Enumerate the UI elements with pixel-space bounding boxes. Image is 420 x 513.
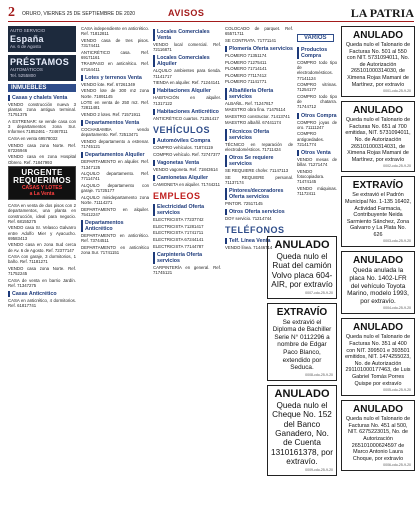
category-heading: Departamentos Anticrético — [81, 220, 149, 232]
column-3 — [153, 26, 221, 510]
ad-tag: AUTO SERVICIO — [10, 28, 46, 33]
classified-item: CASA con garaje, 3 dormitorios, 1 baño. Ref. 71181271 — [8, 254, 76, 265]
notice-ref: 0003-cdo-25-9-20 — [383, 239, 411, 244]
section-vehiculos: VEHÍCULOS — [153, 125, 211, 136]
category-heading: Departamentos Venta — [81, 120, 149, 126]
notice-extravio-diploma — [267, 303, 337, 381]
notice-anulado-ruat — [267, 236, 337, 299]
classified-item: PLOMERO 71275411 — [225, 59, 267, 65]
classified-item: COMPRO todo tipo de electrodomésticos. 77141124 — [297, 60, 337, 81]
header-date: ORURO, VIERNES 25 DE SEPTIEMBRE DE 2020 — [22, 11, 136, 17]
notice-ref: 0002-cdo-25-9-20 — [383, 164, 411, 169]
classified-item: VENDO casa en zona Hospital Obrero. Ref. 71847993 — [8, 154, 76, 165]
classified-item: VENDO vagoneta. Ref. 71843614 — [153, 166, 218, 172]
classified-item: TÉCNICO en reparación de electrodomésticos. 71711424 — [225, 141, 293, 152]
notice-ref: 0008-cdo-25-9-20 — [305, 372, 333, 377]
notice-body: Se extravió el Diploma de Bachiller Serie N° 0112296 a nombre de Edgar Paco Blanco, extendido por Seduca. — [272, 318, 332, 372]
classified-item: ELECTRICISTA 71741711 — [153, 230, 204, 236]
classified-item: ELECTRICISTA 77144787 — [153, 243, 204, 249]
section-telefonos: TELÉFONOS — [225, 225, 285, 236]
notice-title: ANULADO — [353, 404, 403, 416]
category-heading: Productos Compra — [297, 47, 337, 59]
notice-body: Queda nulo el Talonario de Facturas No. 651 al 700 emitidas, NIT. 5731094011, No. de Autorización 265101000314031, de Ximena Rojas Mamani de Martínez, por extravío — [345, 117, 411, 163]
classified-item: MAESTRO obra fina. 71475114 — [225, 107, 286, 113]
classified-item: PLOMERO 71141771 — [225, 79, 267, 85]
category-heading: Casas Anticrético — [8, 291, 76, 297]
classified-item: ELECTRICISTA 67244141 — [153, 237, 204, 242]
classified-item: SE CONTRATA. 71771141 — [225, 37, 277, 43]
category-heading: Otros Oferta servicios — [225, 209, 293, 215]
notice-title: ANULADO — [353, 105, 403, 117]
category-heading: Otros Se requiere servicios — [225, 155, 293, 167]
classified-item: COMPRO vehículos. 71874119 — [153, 145, 213, 151]
column-2 — [81, 26, 149, 510]
classified-item: COLOCADO de parquet. Ref. 65571711 — [225, 26, 293, 37]
classified-item: PLOMERO 77117412 — [225, 72, 267, 78]
notice-anulado-1 — [341, 26, 415, 97]
section-title: AVISOS — [168, 8, 205, 18]
notice-title: EXTRAVÍO — [352, 180, 404, 192]
classified-item: VENDO casa en zona Sud cerca de Av. 6 de Agosto. Ref. 72377147 — [8, 242, 76, 253]
category-heading: Camionetas Alquiler — [153, 175, 221, 181]
classified-item: VENDO local comercial. Ref. 72116871 — [153, 42, 221, 53]
category-heading: Automóviles Compra — [153, 138, 221, 144]
category-heading: Carpintería Oferta servicios — [153, 252, 221, 264]
ad-autoservicio — [8, 26, 76, 52]
classified-item: COMPRO vehículo. Ref. 72747377 — [153, 151, 221, 157]
ad-line: a La Venta — [29, 191, 55, 198]
classified-item: COMPRO todo tipo de chatarra. 71744712 — [297, 94, 337, 110]
classified-item: MAESTRO constructor. 71413741 — [225, 113, 290, 119]
category-heading: Telf. Línea Venta — [225, 238, 293, 244]
notice-title: EXTRAVÍO — [276, 306, 328, 318]
classified-item: VENDO 2 lotes. Ref. 71571911 — [81, 111, 141, 117]
category-heading: Técnicos Oferta servicios — [225, 129, 293, 141]
ad-prestamos — [8, 55, 76, 81]
category-heading: Otros Venta — [297, 150, 337, 156]
classified-item: COMPRO vitrinas. 71254177 — [297, 82, 337, 93]
notice-ref: 0001-cdo-25-9-20 — [383, 89, 411, 94]
category-heading: Albañilería Oferta servicios — [225, 88, 293, 100]
ad-line: AUTOMÁTICOS — [10, 67, 43, 72]
ad-urgente — [8, 166, 76, 200]
classified-item: VENDO casa zona Norte. Ref. 67226946 — [8, 142, 76, 153]
classified-item: COCHABAMBA vendo departamento. Ref. 72513471 — [81, 127, 149, 138]
notice-body: Se extravió el Padrón Municipal No. 1-135 16402, Actividad Farmacia, Contribuyente Neida Sarmiento Sánchez, Zona Galvarro y La Plata No. 626 — [345, 192, 411, 238]
classified-item: CASA en venta de dos pisos con 2 departamentos, una planta en construcción, ideal para negocio. Ref. 68155275 — [8, 203, 76, 224]
classified-item: VENDO construcción nueva 3 plantas zona antigua terminal. 71751375 — [8, 102, 76, 118]
page-number: 2 — [8, 5, 15, 20]
classified-item: ELECTRICISTA 71281417 — [153, 223, 204, 229]
category-heading: Vagonetas Venta — [153, 160, 221, 166]
classified-item: PLOMERO 71714141 — [225, 66, 267, 72]
category-heading: Departamentos Alquiler — [81, 152, 149, 158]
category-heading: Locales Comerciales Alquiler — [153, 55, 221, 67]
notice-title: ANULADO — [274, 387, 330, 400]
notice-title: ANULADO — [353, 322, 403, 334]
category-heading: Casas y chalets Venta — [8, 95, 76, 101]
ad-title: PRÉSTAMOS — [10, 57, 70, 67]
classified-item: PINTOR. 72517145 — [225, 200, 263, 206]
classified-item: ALQUILO minidepartamento zona Norte. 71114271 — [81, 194, 149, 205]
notice-anulado-3 — [341, 318, 415, 396]
classified-item: VENDO lote. Ref. 67261349 — [81, 81, 135, 87]
classified-item: ALQUILO departamento. Ref. 77114741 — [81, 171, 149, 182]
page-header — [8, 6, 414, 22]
classified-item: LOTE en venta de 250 m2. Ref. 72811481 — [81, 100, 149, 111]
classified-item: ELECTRICISTA 77237742 — [153, 217, 204, 223]
classified-item: VENDO fotocopiadora. 71474145 — [297, 168, 325, 185]
classified-item: VENDO casa Sr. Velasco Galvarro entre Adolfo Mier y Ayacucho. 69583413 — [8, 225, 76, 241]
classified-item: VENDO casa de tres pisos. 73174411 — [81, 37, 149, 48]
classified-item: SE REQUIERE chofer. 71147113 — [225, 167, 289, 173]
notice-extravio-padron — [341, 176, 415, 247]
notice-body: Queda nulo el Talonario de Facturas No. 501 al 550 con NIT. 5731094011, No. de Autorización 265101000314030, de Ximena Rojas Mamani de Martínez, por extravío — [345, 42, 411, 88]
section-inmuebles: INMUEBLES — [8, 84, 76, 92]
notice-anulado-cheque — [267, 385, 337, 476]
notice-body: Queda nulo el Talonario de Facturas No. 351 al 400 con NIT. 399501 e 393501 emitidos, NIT. 1474255023, No. de Autorización 291101000177463, de Luis Gabriel Tomás Porres Quispe por extravío — [345, 334, 411, 387]
notice-anulado-4 — [341, 400, 415, 471]
classified-item: PLOMERO 71351174 — [225, 53, 267, 58]
classified-item: VENDO departamento a estrenar. 71745121 — [81, 138, 149, 150]
column-1 — [8, 26, 76, 510]
category-heading: Electricidad Oferta servicios — [153, 204, 221, 216]
classified-item: ANTICRÉTICO cuartos. 71251417 — [153, 115, 219, 121]
ad-line: Av. 6 de Agosto — [10, 44, 42, 49]
newspaper-logo: LA PATRIA — [350, 6, 414, 20]
notice-anulado-2 — [341, 101, 415, 172]
classified-item: TIENDA en alquiler. Ref. 71244141 — [153, 80, 220, 86]
classified-item: CAMIONETA en alquiler. 71744211 — [153, 182, 220, 188]
category-heading: Lotes y terrenos Venta — [81, 75, 149, 81]
notice-anulado-placa — [341, 251, 415, 314]
classified-item: ALBAÑIL. Ref. 71247817 — [225, 100, 274, 106]
notice-column-large — [267, 236, 337, 508]
classified-item: CASA en anticrético, 4 dormitorios. Ref. 61817741 — [8, 298, 76, 309]
category-heading: Locales Comerciales Venta — [153, 29, 221, 41]
classified-item: TRASPASO en anticrético. Ref. 67164411 — [81, 61, 149, 72]
classified-item: VENDO mesas de billar. 71271474 — [297, 157, 337, 168]
classified-item: ANTICRÉTICO casa. Ref. 69171161 — [81, 49, 149, 60]
category-heading: Pintores/decoradores Oferta servicios — [225, 188, 293, 200]
notice-title: ANULADO — [274, 239, 330, 251]
classified-item: COMPRO joyas de oro. 71111247 — [297, 119, 337, 130]
classified-item: SE REQUIERE personal. 71137174 — [225, 174, 293, 185]
classified-item: DEPARTAMENTO en anticrético zona Sur. 71741151 — [81, 244, 149, 255]
notice-body: Queda nulo el Cheque No. 152 del Banco Ganadero, No. de Cuenta 1310161378, por extravío. — [271, 400, 333, 467]
notice-ref: 0006-cdo-25-9-20 — [383, 463, 411, 468]
category-heading: Habitaciones Alquiler — [153, 88, 221, 94]
ad-title: España — [10, 34, 44, 44]
classified-item: CASA de venta en barrio Jardín. Ref. 71347275 — [8, 277, 76, 288]
classified-item: A ESTRENAR: se vende casa con 3 departamentos zona Sur. Informes 71852461 - 72467011 — [8, 119, 76, 135]
notice-title: ANULADO — [353, 255, 403, 267]
ad-title: URGENTE REQUERIMOS — [13, 168, 71, 186]
notice-title: ANULADO — [353, 30, 403, 41]
classified-item: VENDO casa zona Norte. Ref. 71752245 — [8, 265, 76, 277]
notice-ref: 0007-cdo-25-9-20 — [305, 290, 333, 295]
ad-line: CASAS Y LOTES — [21, 185, 63, 192]
classified-item: CARPINTERÍA en general. Ref. 71745121 — [153, 264, 221, 275]
category-heading: Otros Compra — [297, 113, 337, 119]
classified-item: VENDO línea. 71446714 — [225, 245, 273, 251]
classified-item: VENDO lote de 300 m2 zona Norte. 71891145 — [81, 88, 149, 99]
notice-body: Queda nulo el Ruat del camión Volvo placa 604-AIR, por extravío — [271, 252, 333, 290]
classified-item: DEPARTAMENTO en alquiler. 75412247 — [81, 206, 149, 217]
notice-ref: 0009-cdo-25-9-20 — [305, 467, 333, 472]
section-empleos: EMPLEOS — [153, 191, 201, 202]
classified-item: ALQUILO departamento con garaje. 71725177 — [81, 182, 149, 194]
section-varios: VARIOS — [297, 34, 334, 42]
classified-item: DEPARTAMENTO en anticrético. Ref. 73744511 — [81, 232, 149, 244]
classified-item: CASA en venta 69578032 — [8, 136, 58, 141]
classified-item: HABITACIÓN en alquiler. 71317122 — [153, 95, 221, 106]
classified-item: CASA independiente en anticrético. Ref. 71812811 — [81, 26, 149, 37]
classified-item: ALQUILO ambientes para tienda. 71141717 — [153, 68, 221, 79]
classified-item: DEPARTAMENTO en alquiler. Ref. 71347125 — [81, 159, 149, 170]
classified-item: DOY servicio. 71214744 — [225, 216, 272, 222]
notice-body: Queda anulada la placa No. 1402-LFR del vehículo Toyota Marino, modelo 1993, por extravío. — [347, 267, 409, 305]
category-heading: Plomería Oferta servicios — [225, 46, 293, 52]
ad-line: Tel. 5255800 — [10, 73, 36, 78]
notice-ref: 0005-cdo-25-9-20 — [383, 388, 411, 393]
classified-item: MAESTRO albañil. 67441174 — [225, 120, 282, 126]
classified-item: VENDO máquinas. 71172411 — [297, 185, 337, 197]
column-6 — [341, 26, 415, 510]
notice-body: Queda nulo el Talonario de Facturas No. 451 al 500, NIT. 6275223015, No. de Autorización 265101000624597 de Marco Antonio Laura Choque, por extravío — [345, 416, 411, 462]
classified-item: COMPRO antigüedades. 72141774 — [297, 131, 324, 147]
category-heading: Habitaciones Anticrético — [153, 109, 221, 115]
notice-ref: 0004-cdo-25-9-20 — [383, 306, 411, 311]
